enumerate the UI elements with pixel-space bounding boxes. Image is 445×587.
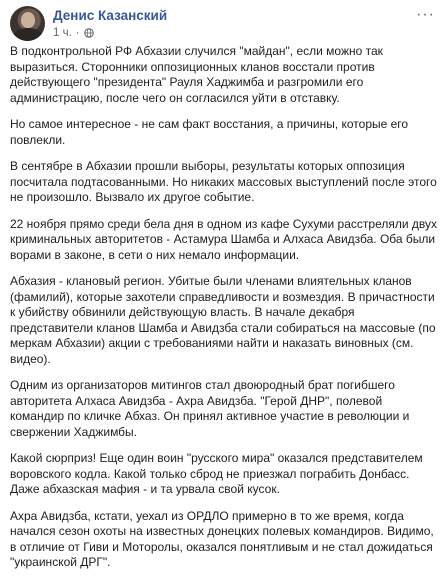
post-timestamp[interactable]: 1 ч. xyxy=(53,27,72,39)
post-paragraph: Абхазия - клановый регион. Убитые были членами влиятельных кланов (фамилий), которые захотели справедливости и возмездия. В причастности к убийству обвинили действующую власть. В начале декабря представители кланов Шамба и Авидзба стали собираться на массовые (по меркам Абхазии) акции с требованиями найти и наказать виновных (см. видео). xyxy=(10,274,436,366)
post-paragraph: Одним из организаторов митингов стал двоюродный брат погибшего авторитета Алхаса Авидзба - Ахра Авидзба. "Герой ДНР", полевой командир по кличке Абхаз. Он принял активное участие в революции и свержении Хаджимбы. xyxy=(10,378,410,439)
post-meta xyxy=(53,6,167,40)
avatar[interactable] xyxy=(10,6,45,41)
post-time-row xyxy=(53,26,167,40)
post-paragraph: Какой сюрприз! Еще один воин "русского мира" оказался представителем воровского кодла. Какой только сброд не приезжал пограбить Донбасс. Даже абхазская мафия - и та урвала свой кусок. xyxy=(10,451,423,496)
post-paragraph: В подконтрольной РФ Абхазии случился "майдан", если можно так выразиться. Сторонники оппозиционных кланов восстали против действующего "президента" Рауля Хаджимба и разгромили его администрацию, после чего он согласился уйти в отставку. xyxy=(10,44,383,105)
post-paragraph: Ахра Авидзба, кстати, уехал из ОРДЛО примерно в то же время, когда начался сезон охоты на известных донецких полевых командиров. Видимо, в отличие от Гиви и Моторолы, оказался понятливым и не стал дожидаться "украинской ДРГ". xyxy=(10,508,434,569)
more-options-icon[interactable]: ··· xyxy=(416,6,435,23)
post-header xyxy=(0,0,445,44)
post-body xyxy=(0,44,445,571)
separator-dot: · xyxy=(75,27,80,39)
avatar-shoulders xyxy=(13,28,43,41)
post-paragraph: 22 ноября прямо среди бела дня в одном из кафе Сухуми расстреляли двух криминальных авторитетов - Астамура Шамба и Алхаса Авидзба. Оба были ворами в законе, в сети о них немало информации. xyxy=(10,216,438,262)
author-name[interactable]: Денис Казанский xyxy=(53,8,168,23)
post-paragraph: В сентябре в Абхазии прошли выборы, результаты которых оппозиция посчитала подтасованными. Но никаких массовых выступлений после этого не произошло. Вызвало их другое событие. xyxy=(10,159,437,204)
avatar-face xyxy=(21,12,35,28)
globe-icon[interactable] xyxy=(84,28,94,38)
post-paragraph: Но самое интересное - не сам факт восстания, а причины, которые его повлекли. xyxy=(10,117,409,147)
